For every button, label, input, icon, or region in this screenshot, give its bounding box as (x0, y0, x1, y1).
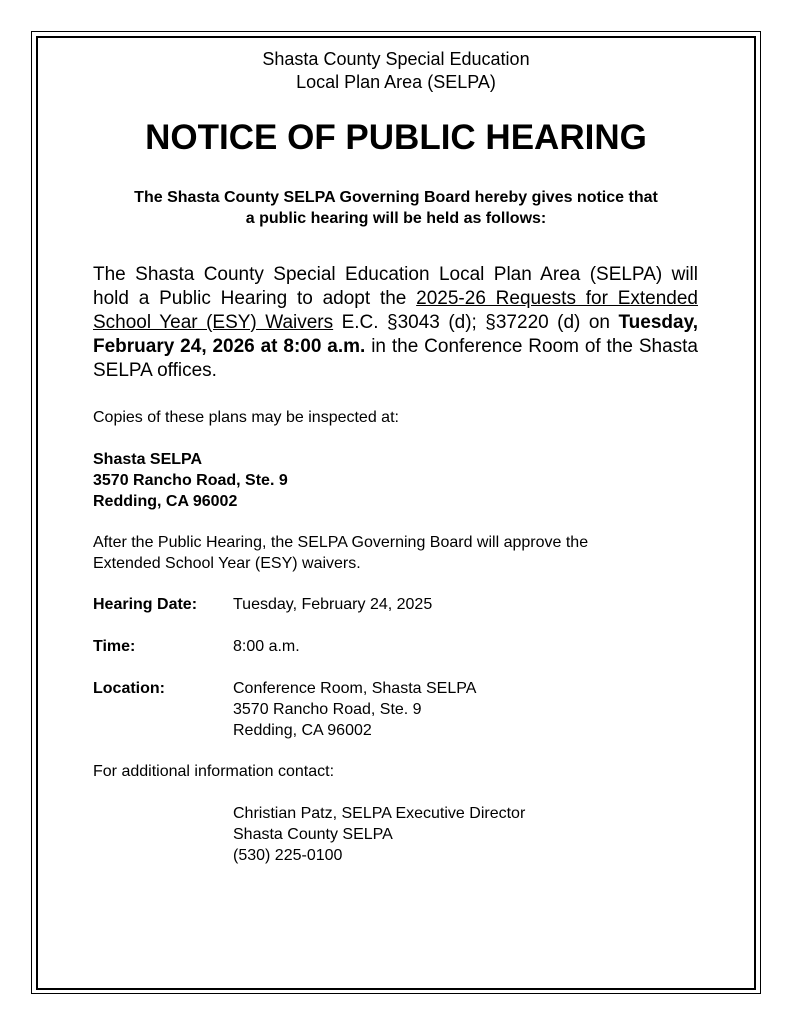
after-hearing-text (93, 532, 588, 574)
contact-name: Christian Patz, SELPA Executive Director (233, 805, 526, 822)
para-text-1: The Shasta County Special Education Local Plan Area (SELPA) will hold a Public Hearing to adopt the (93, 264, 698, 309)
para-bold-date: Tuesday, February 24, 2026 at 8:00 a.m. (93, 312, 699, 357)
hearing-paragraph (93, 263, 698, 383)
contact-intro: For additional information contact: (93, 763, 335, 780)
time-label: Time: (93, 638, 136, 655)
page-title: NOTICE OF PUBLIC HEARING (145, 118, 647, 157)
subtitle-line-2: a public hearing will be held as follows: (245, 210, 547, 227)
address-block (93, 449, 288, 512)
address-line-2: 3570 Rancho Road, Ste. 9 (93, 472, 288, 489)
organization-header (36, 48, 756, 94)
after-line-2: Extended School Year (ESY) waivers. (93, 555, 361, 572)
location-value (233, 678, 476, 741)
para-text-3: in the Conference Room of the Shasta SELPA offices. (93, 336, 698, 381)
copies-text: Copies of these plans may be inspected at: (93, 409, 399, 426)
header-line-1: Shasta County Special Education (262, 49, 530, 69)
location-line-3: Redding, CA 96002 (233, 722, 372, 739)
contact-phone: (530) 225-0100 (233, 847, 343, 864)
contact-block (233, 803, 525, 866)
subtitle-line-1: The Shasta County SELPA Governing Board hereby gives notice that (134, 189, 658, 206)
location-label: Location: (93, 680, 165, 697)
location-line-2: 3570 Rancho Road, Ste. 9 (233, 701, 422, 718)
para-text-2: E.C. §3043 (d); §37220 (d) on (333, 312, 619, 333)
address-line-1: Shasta SELPA (93, 451, 203, 468)
hearing-date-label: Hearing Date: (93, 596, 198, 613)
para-underlined-title: 2025-26 Requests for Extended School Year (ESY) Waivers (93, 288, 698, 333)
hearing-date-value: Tuesday, February 24, 2025 (233, 596, 433, 613)
address-line-3: Redding, CA 96002 (93, 493, 238, 510)
notice-subtitle (36, 187, 756, 229)
contact-organization: Shasta County SELPA (233, 826, 393, 843)
time-value: 8:00 a.m. (233, 638, 300, 655)
header-line-2: Local Plan Area (SELPA) (296, 72, 496, 92)
after-line-1: After the Public Hearing, the SELPA Governing Board will approve the (93, 534, 589, 551)
location-line-1: Conference Room, Shasta SELPA (233, 680, 477, 697)
